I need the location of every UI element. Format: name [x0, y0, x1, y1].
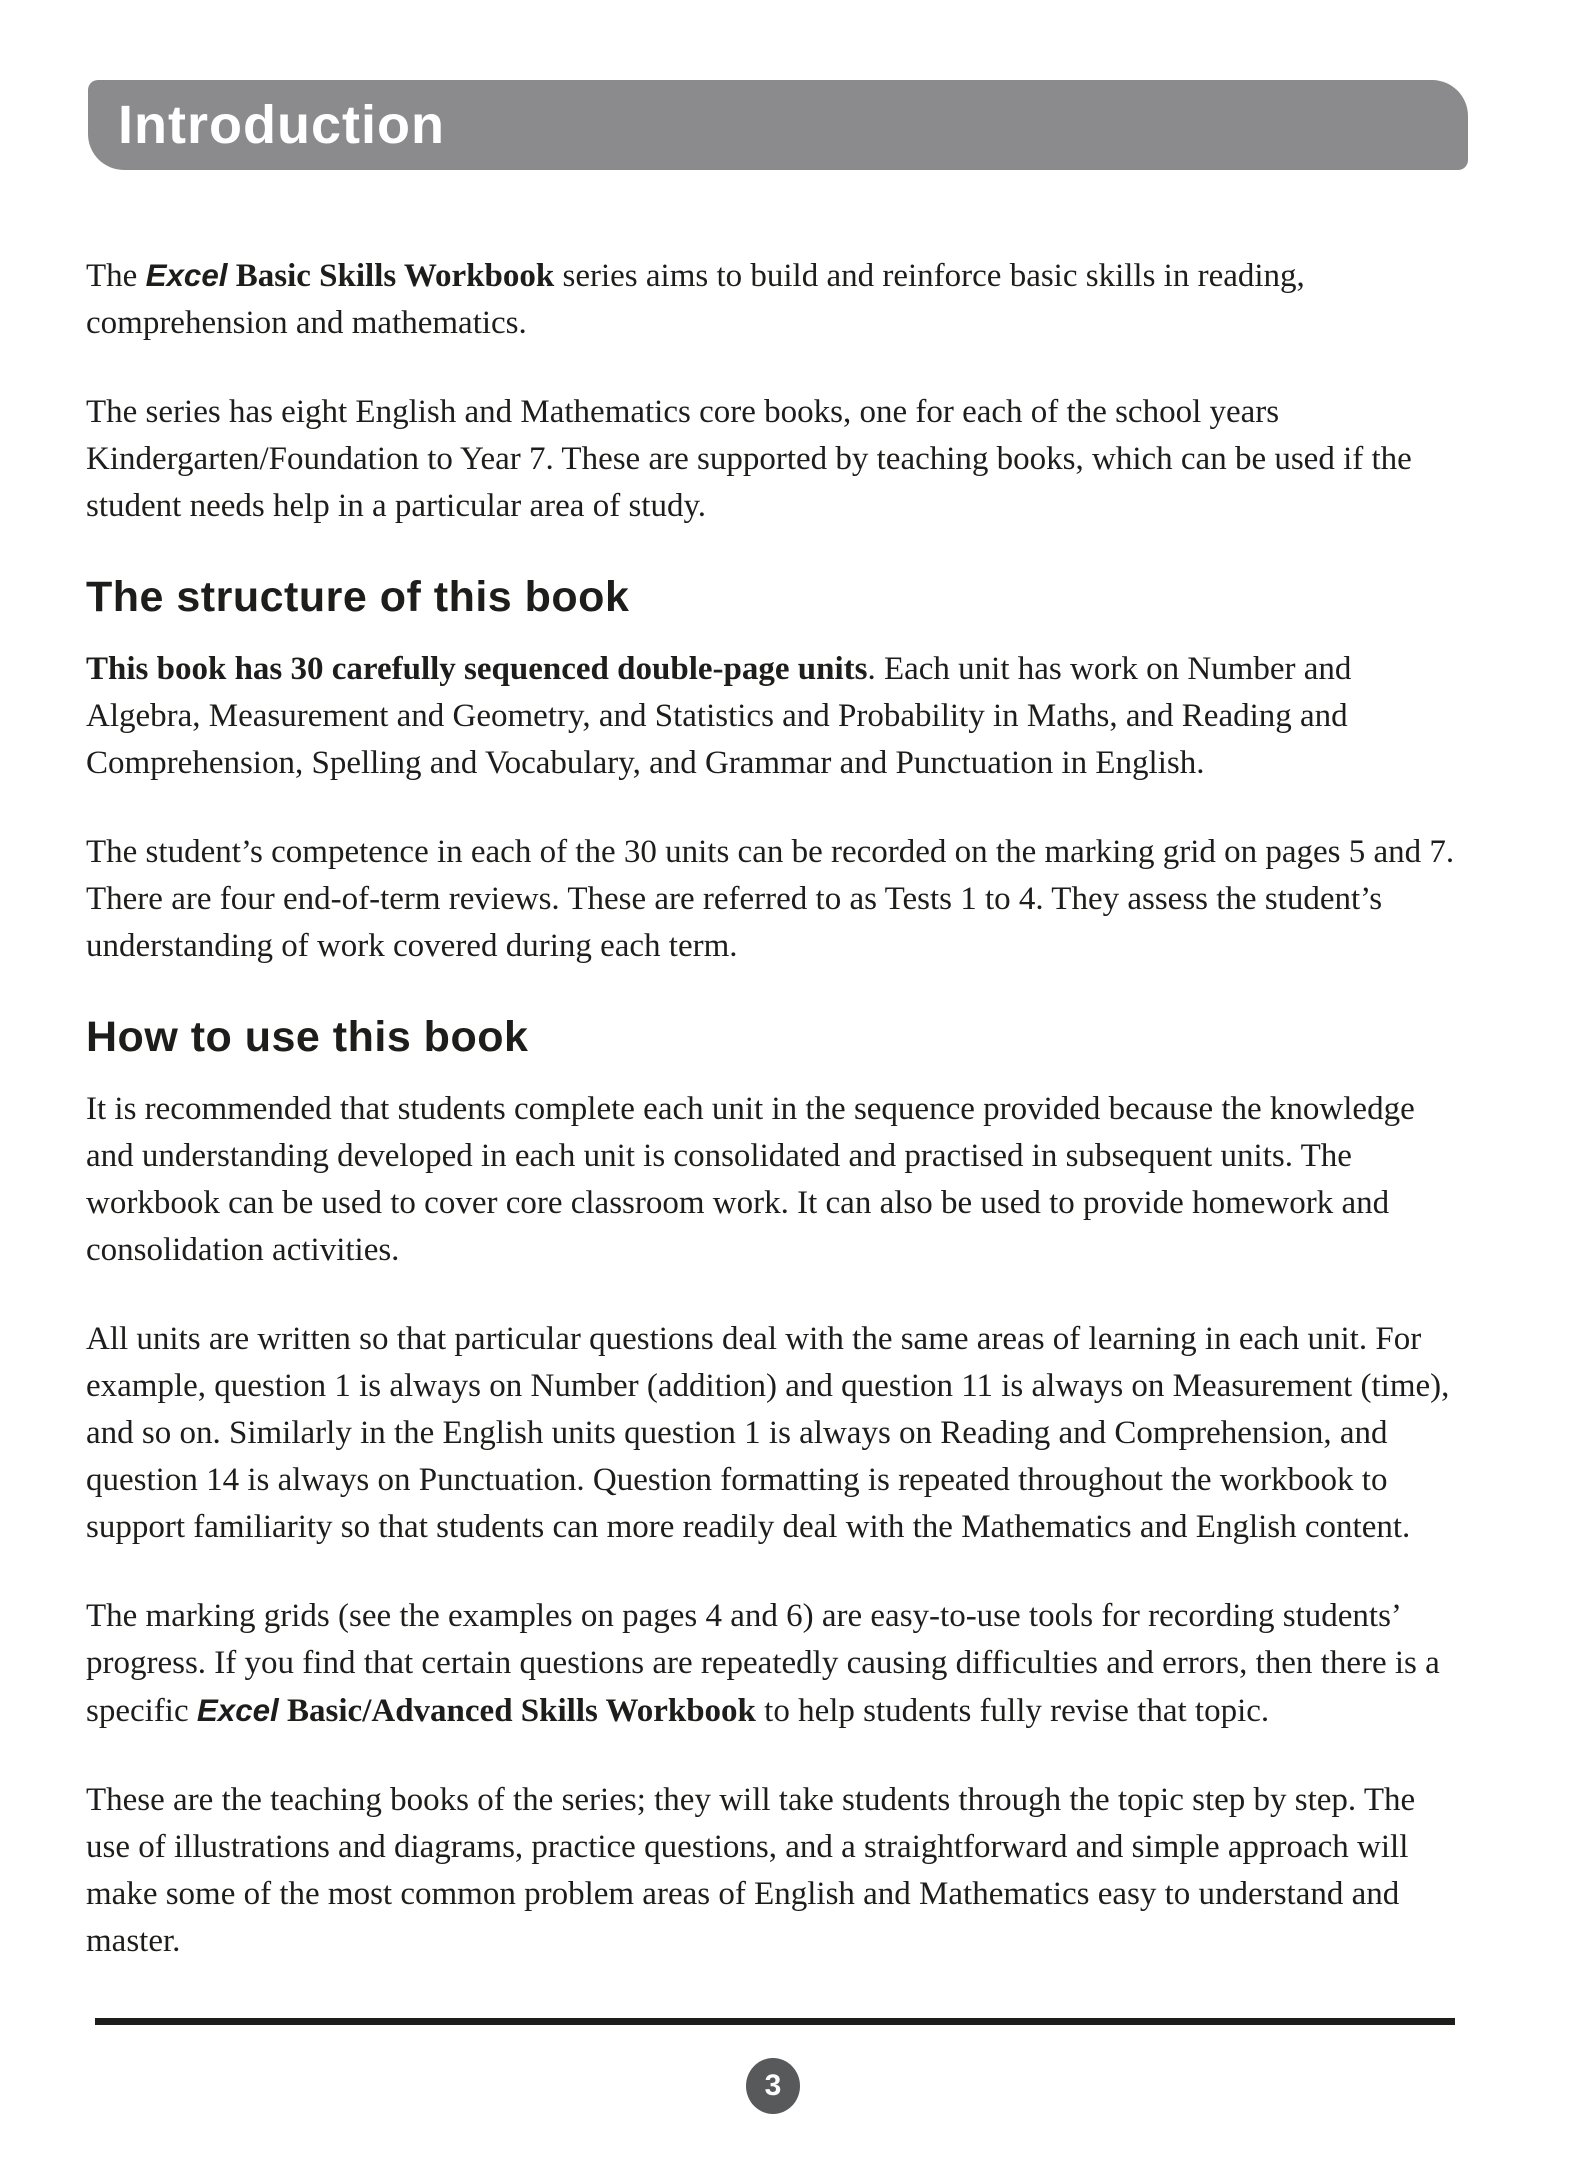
paragraph: [86, 646, 1464, 787]
page-number: 3: [764, 2069, 782, 2102]
page-number-badge: [746, 2058, 800, 2114]
text-segment: All units are written so that particular questions deal with the same areas of learning in each unit. For example, question 1 is always on Number (addition) and question 11 is always on Measurement (time), and so on. Similarly in the English units question 1 is always on Reading and Comprehension, and question 14 is always on Punctuation. Question formatting is repeated throughout the workbook to support familiarity so that students can more readily deal with the Mathematics and English content.: [86, 1321, 1450, 1545]
paragraph: [86, 252, 1464, 347]
text-segment: Basic Skills Workbook: [235, 258, 555, 294]
text-segment: to help students fully revise that topic.: [755, 1693, 1270, 1729]
text-segment: The: [86, 258, 146, 294]
text-segment: . Each unit has work on Number and Algebra, Measurement and Geometry, and Statistics and Probability in Maths, and Reading and Comprehension, Spelling and Vocabulary, and Grammar and Punctuation in English.: [86, 651, 1352, 781]
text-segment: These are the teaching books of the series; they will take students through the topic step by step. The use of illustrations and diagrams, practice questions, and a straightforward and simple approach will make some of the most common problem areas of English and Mathematics easy to understand and master.: [86, 1782, 1416, 1959]
text-segment: The series has eight English and Mathematics core books, one for each of the school years Kindergarten/Foundation to Year 7. These are supported by teaching books, which can be used if the student needs help in a particular area of study.: [86, 394, 1412, 524]
text-segment: series aims to build and reinforce basic skills in reading, comprehension and mathematics.: [86, 258, 1305, 341]
paragraph: [86, 829, 1464, 970]
text-segment: Basic/Advanced Skills Workbook: [287, 1693, 756, 1729]
paragraph: [86, 1593, 1464, 1735]
page-title: Introduction: [118, 95, 445, 155]
paragraph: [86, 1777, 1464, 1965]
paragraph: [86, 1316, 1464, 1551]
chapter-header-bar: [88, 80, 1468, 170]
text-segment: [279, 1693, 287, 1729]
content-area: [86, 252, 1464, 2007]
section-heading: The structure of this book: [86, 573, 630, 621]
footer-divider-rule: [95, 2018, 1455, 2025]
text-segment: It is recommended that students complete each unit in the sequence provided because the knowledge and understanding developed in each unit is consolidated and practised in subsequent units. The workbook can be used to cover core classroom work. It can also be used to provide homework and consolidation activities.: [86, 1091, 1415, 1268]
text-segment: The marking grids (see the examples on pages 4 and 6) are easy-to-use tools for recording students’ progress. If you find that certain questions are repeatedly causing difficulties and errors, then there is a specific: [86, 1598, 1440, 1729]
brand-name: Excel: [145, 258, 228, 293]
section-heading: How to use this book: [86, 1013, 529, 1061]
text-segment: [227, 258, 235, 294]
text-segment: The student’s competence in each of the 30 units can be recorded on the marking grid on pages 5 and 7. There are four end-of-term reviews. These are referred to as Tests 1 to 4. They assess the student’s understanding of work covered during each term.: [86, 834, 1455, 964]
brand-name: Excel: [196, 1693, 279, 1728]
paragraph: [86, 1086, 1464, 1274]
text-segment: This book has 30 carefully sequenced double-page units: [86, 651, 868, 687]
paragraph: [86, 389, 1464, 530]
